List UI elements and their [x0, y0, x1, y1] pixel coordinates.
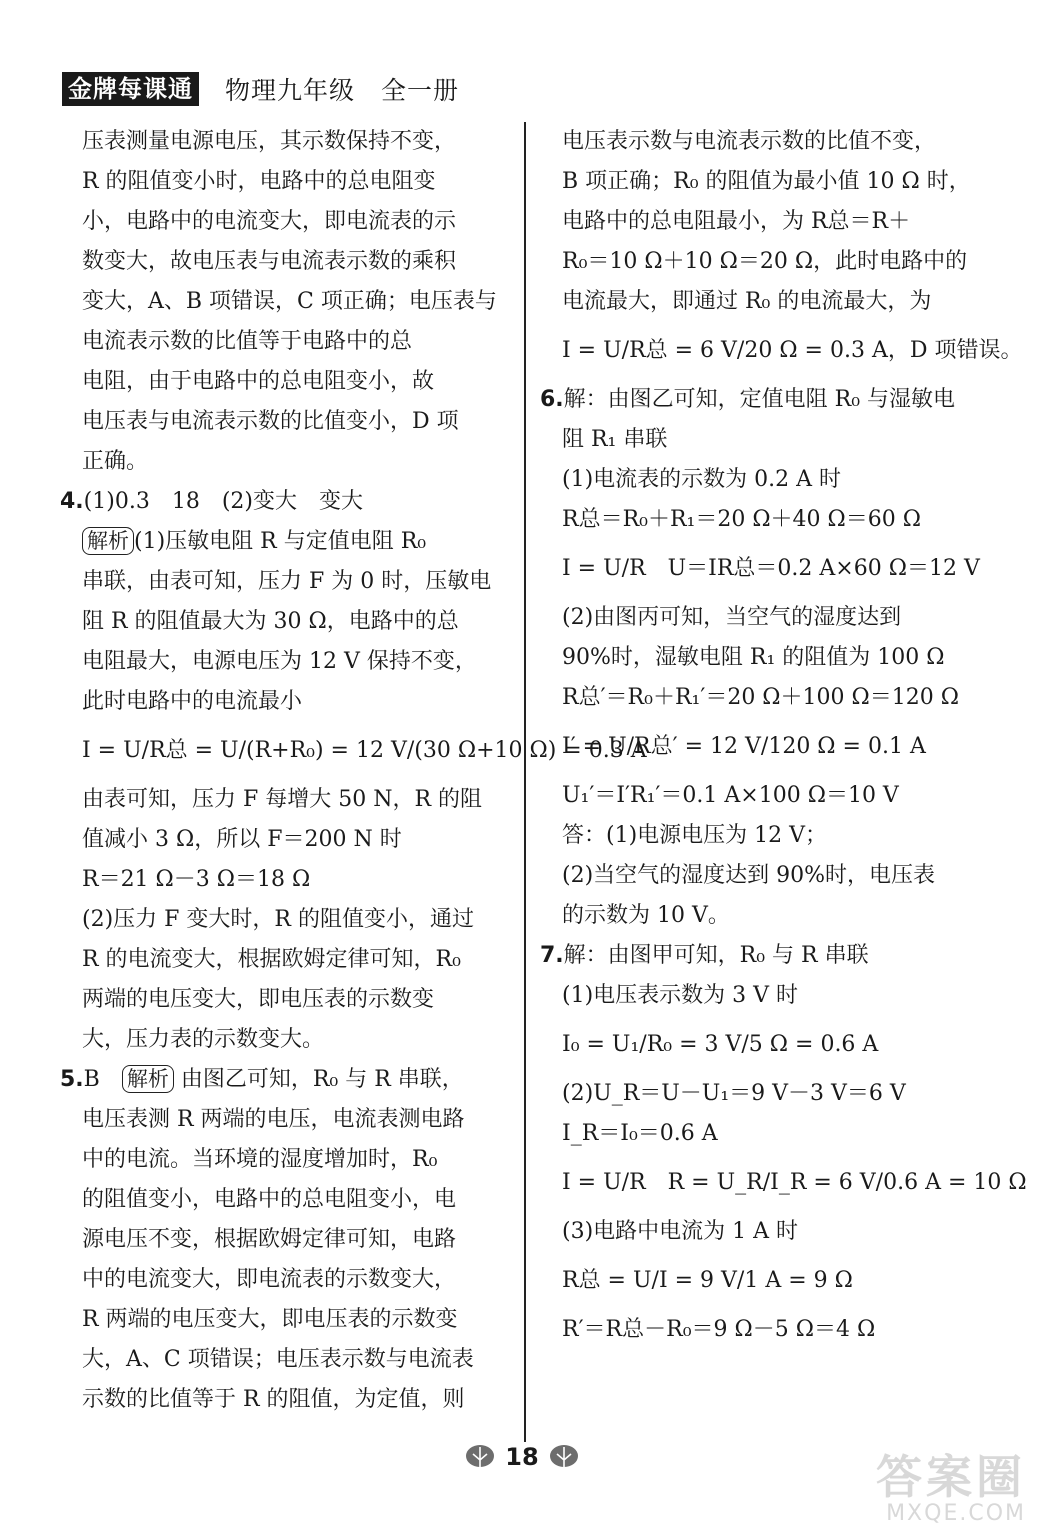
- text-line: [540, 420, 990, 460]
- line-text: 串联，由表可知，压力 F 为 0 时，压敏电: [82, 569, 492, 594]
- column-divider: [524, 122, 526, 1442]
- line-text: 的示数为 10 V。: [562, 903, 730, 928]
- text-line: [540, 718, 990, 776]
- text-line: [60, 1220, 512, 1260]
- line-text: 电流最大，即通过 R₀ 的电流最大，为: [562, 289, 932, 314]
- question-number: 4.: [60, 489, 84, 514]
- line-text: R总′＝R₀＋R₁′＝20 Ω＋100 Ω＝120 Ω: [562, 685, 959, 710]
- line-text: 此时电路中的电流最小: [82, 689, 303, 714]
- line-text: 的阻值变小，电路中的总电阻变小，电: [82, 1187, 457, 1212]
- question-number: 5.: [60, 1067, 84, 1092]
- text-line: [540, 1154, 1027, 1212]
- text-line: [60, 442, 512, 482]
- line-text: 中的电流变大，即电流表的示数变大，: [82, 1267, 457, 1292]
- line-text: R 的电流变大，根据欧姆定律可知，R₀: [82, 947, 461, 972]
- line-text: (2)当空气的湿度达到 90%时，电压表: [562, 863, 936, 888]
- text-line: [540, 896, 990, 936]
- line-text: (1)0.3 18 (2)变大 变大: [83, 489, 363, 514]
- line-text: 电压表测 R 两端的电压，电流表测电路: [82, 1107, 465, 1132]
- text-line: [540, 500, 990, 540]
- text-line: [60, 602, 512, 642]
- text-line: [60, 402, 512, 442]
- text-line: [60, 1260, 512, 1300]
- line-text: 小，电路中的电流变大，即电流表的示: [82, 209, 457, 234]
- text-line: [540, 242, 990, 282]
- text-line: [60, 202, 512, 242]
- text-line: [60, 282, 512, 322]
- text-line: [540, 638, 990, 678]
- text-line: [60, 562, 512, 602]
- text-line: [60, 722, 647, 780]
- line-text: R总＝R₀＋R₁＝20 Ω＋40 Ω＝60 Ω: [562, 507, 922, 532]
- line-text: 数变大，故电压表与电流表示数的乘积: [82, 249, 457, 274]
- line-text: U₁′＝I′R₁′＝0.1 A×100 Ω＝10 V: [562, 783, 899, 808]
- line-text: (3)电路中电流为 1 A 时: [562, 1219, 799, 1244]
- line-text: (2)压力 F 变大时，R 的阻值变小，通过: [82, 907, 474, 932]
- line-text: I_R＝I₀＝0.6 A: [562, 1121, 718, 1146]
- leaf-icon: [463, 1442, 497, 1472]
- line-text: (2)由图丙可知，当空气的湿度达到: [562, 605, 902, 630]
- text-line: [540, 162, 990, 202]
- line-text: 解：由图甲可知，R₀ 与 R 串联: [563, 943, 869, 968]
- line-text: I = U/R R = U_R/I_R = 6 V/0.6 A = 10 Ω: [562, 1170, 1027, 1195]
- line-text: 中的电流。当环境的湿度增加时，R₀: [82, 1147, 438, 1172]
- line-text: I = U/R U＝IR总＝0.2 A×60 Ω＝12 V: [562, 556, 980, 581]
- line-text: R＝21 Ω－3 Ω＝18 Ω: [82, 867, 311, 892]
- line-text: 答：(1)电源电压为 12 V；: [562, 823, 828, 848]
- text-line: [60, 1060, 512, 1100]
- text-line: [540, 1252, 990, 1310]
- text-line: [60, 362, 512, 402]
- text-line: [540, 380, 990, 420]
- text-line: [60, 122, 512, 162]
- line-text: 由图乙可知，R₀ 与 R 串联，: [173, 1067, 464, 1092]
- line-text: 由表可知，压力 F 每增大 50 N，R 的阻: [82, 787, 483, 812]
- line-text: R 两端的电压变大，即电压表的示数变: [82, 1307, 458, 1332]
- line-text: (1)压敏电阻 R 与定值电阻 R₀: [134, 529, 427, 554]
- text-line: [540, 1212, 990, 1252]
- line-text: 90%时，湿敏电阻 R₁ 的阻值为 100 Ω: [562, 645, 945, 670]
- line-text: B: [83, 1067, 122, 1092]
- line-text: I = U/R总 = U/(R+R₀) = 12 V/(30 Ω+10 Ω) = 0.3 A: [82, 738, 647, 763]
- book-title: 物理九年级 全一册: [225, 76, 460, 105]
- analysis-tag: 解析: [82, 527, 134, 555]
- line-text: 电流表示数的比值等于电路中的总: [82, 329, 413, 354]
- line-text: 两端的电压变大，即电压表的示数变: [82, 987, 435, 1012]
- text-line: [60, 1300, 512, 1340]
- text-line: [60, 642, 512, 682]
- line-text: 大，A、C 项错误；电压表示数与电流表: [82, 1347, 474, 1372]
- line-text: R 的阻值变小时，电路中的总电阻变: [82, 169, 436, 194]
- text-line: [60, 980, 512, 1020]
- text-line: [540, 202, 990, 242]
- text-line: [540, 282, 990, 322]
- line-text: R总 = U/I = 9 V/1 A = 9 Ω: [562, 1268, 853, 1293]
- line-text: I′ = U/R总′ = 12 V/120 Ω = 0.1 A: [562, 734, 926, 759]
- analysis-tag: 解析: [122, 1065, 174, 1093]
- text-line: [60, 1180, 512, 1220]
- line-text: 阻 R 的阻值最大为 30 Ω，电路中的总: [82, 609, 459, 634]
- text-line: [60, 242, 512, 282]
- line-text: 解：由图乙可知，定值电阻 R₀ 与湿敏电: [563, 387, 956, 412]
- text-line: [60, 1020, 512, 1060]
- text-line: [60, 1140, 512, 1180]
- text-line: [540, 1074, 990, 1114]
- page-number: 18: [505, 1443, 539, 1471]
- text-line: [540, 1016, 990, 1074]
- text-line: [540, 976, 990, 1016]
- text-line: [60, 522, 512, 562]
- text-line: [540, 678, 990, 718]
- text-line: [60, 940, 512, 980]
- line-text: 阻 R₁ 串联: [562, 427, 668, 452]
- question-number: 7.: [540, 943, 564, 968]
- line-text: 电压表示数与电流表示数的比值不变，: [562, 129, 937, 154]
- line-text: 电路中的总电阻最小，为 R总＝R＋: [562, 209, 911, 234]
- line-text: 变大，A、B 项错误，C 项正确；电压表与: [82, 289, 497, 314]
- text-line: [540, 856, 990, 896]
- line-text: I₀ = U₁/R₀ = 3 V/5 Ω = 0.6 A: [562, 1032, 879, 1057]
- text-line: [60, 1340, 512, 1380]
- line-text: I = U/R总 = 6 V/20 Ω = 0.3 A，D 项错误。: [562, 338, 1023, 363]
- line-text: 源电压不变，根据欧姆定律可知，电路: [82, 1227, 457, 1252]
- line-text: R₀＝10 Ω＋10 Ω＝20 Ω，此时电路中的: [562, 249, 968, 274]
- text-line: [540, 816, 990, 856]
- line-text: 示数的比值等于 R 的阻值，为定值，则: [82, 1387, 465, 1412]
- watermark: [876, 1452, 1026, 1526]
- text-line: [540, 1114, 990, 1154]
- text-line: [540, 1310, 990, 1350]
- line-text: 电压表与电流表示数的比值变小，D 项: [82, 409, 459, 434]
- text-line: [60, 322, 512, 362]
- text-line: [60, 482, 512, 522]
- text-line: [540, 122, 990, 162]
- question-number: 6.: [540, 387, 564, 412]
- line-text: 压表测量电源电压，其示数保持不变，: [82, 129, 457, 154]
- line-text: 值减小 3 Ω，所以 F＝200 N 时: [82, 827, 402, 852]
- text-line: [540, 460, 990, 500]
- brand-badge: 金牌每课通: [62, 72, 199, 106]
- line-text: B 项正确；R₀ 的阻值为最小值 10 Ω 时，: [562, 169, 971, 194]
- text-line: [540, 776, 990, 816]
- text-line: [540, 598, 990, 638]
- text-line: [60, 900, 512, 940]
- watermark-logo-text: 答案圈: [876, 1450, 1026, 1504]
- leaf-icon: [547, 1442, 581, 1472]
- page-header: [62, 72, 459, 106]
- text-line: [60, 1380, 512, 1420]
- text-line: [60, 860, 512, 900]
- right-column: [540, 122, 1027, 1350]
- text-line: [60, 682, 512, 722]
- text-line: [60, 1100, 512, 1140]
- text-line: [60, 820, 512, 860]
- text-line: [540, 936, 990, 976]
- line-text: 正确。: [82, 449, 149, 474]
- text-line: [540, 322, 1023, 380]
- text-line: [60, 780, 512, 820]
- text-line: [540, 540, 990, 598]
- watermark-url: MXQE.COM: [886, 1501, 1026, 1526]
- line-text: 电阻，由于电路中的总电阻变小，故: [82, 369, 435, 394]
- line-text: R′＝R总－R₀＝9 Ω－5 Ω＝4 Ω: [562, 1317, 876, 1342]
- text-line: [60, 162, 512, 202]
- line-text: (1)电压表示数为 3 V 时: [562, 983, 799, 1008]
- line-text: 电阻最大，电源电压为 12 V 保持不变，: [82, 649, 477, 674]
- line-text: 大，压力表的示数变大。: [82, 1027, 325, 1052]
- line-text: (1)电流表的示数为 0.2 A 时: [562, 467, 842, 492]
- line-text: (2)U_R＝U－U₁＝9 V－3 V＝6 V: [562, 1081, 906, 1106]
